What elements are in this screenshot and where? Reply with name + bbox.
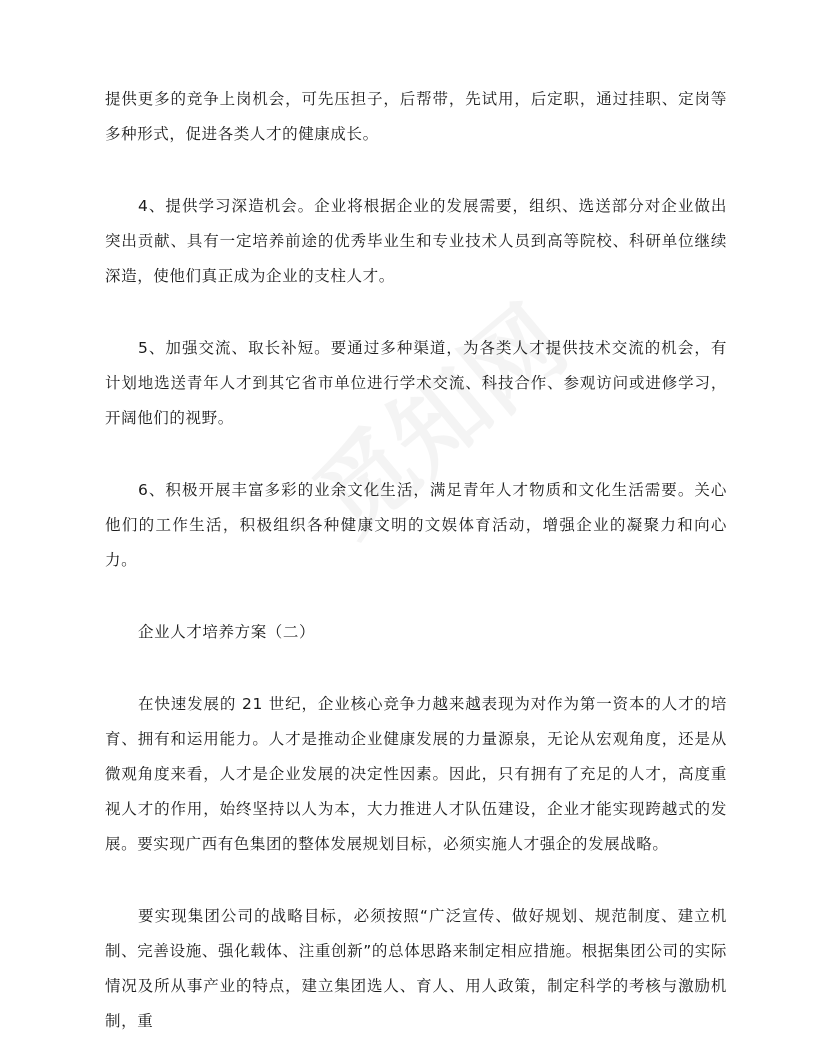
paragraph-continuation: 提供更多的竞争上岗机会，可先压担子，后帮带，先试用，后定职，通过挂职、定岗等多种形式，促进各类人才的健康成长。	[105, 90, 727, 143]
paragraph-item-4: 4、提供学习深造机会。企业将根据企业的发展需要，组织、选送部分对企业做出突出贡献、具有一定培养前途的优秀毕业生和专业技术人员到高等院校、科研单位继续深造，使他们真正成为企业的支柱人才。	[105, 197, 727, 285]
paragraph-item-6: 6、积极开展丰富多彩的业余文化生活，满足青年人才物质和文化生活需要。关心他们的工作生活，积极组织各种健康文明的文娱体育活动，增强企业的凝聚力和向心力。	[105, 481, 727, 569]
paragraph-strategy: 要实现集团公司的战略目标，必须按照“广泛宣传、做好规划、规范制度、建立机制、完善设施、强化载体、注重创新”的总体思路来制定相应措施。根据集团公司的实际情况及所从事产业的特点，建立集团选人、育人、用人政策，制定科学的考核与激励机制，重	[105, 907, 727, 1030]
document-body	[105, 82, 727, 1039]
section-heading: 企业人才培养方案（二）	[138, 623, 316, 641]
paragraph-intro: 在快速发展的 21 世纪，企业核心竞争力越来越表现为对作为第一资本的人才的培育、拥有和运用能力。人才是推动企业健康发展的力量源泉，无论从宏观角度，还是从微观角度来看，人才是企业发展的决定性因素。因此，只有拥有了充足的人才，高度重视人才的作用，始终坚持以人为本，大力推进人才队伍建设，企业才能实现跨越式的发展。要实现广西有色集团的整体发展规划目标，必须实施人才强企的发展战略。	[105, 695, 727, 853]
paragraph-item-5: 5、加强交流、取长补短。要通过多种渠道，为各类人才提供技术交流的机会，有计划地选送青年人才到其它省市单位进行学术交流、科技合作、参观访问或进修学习，开阔他们的视野。	[105, 339, 727, 427]
